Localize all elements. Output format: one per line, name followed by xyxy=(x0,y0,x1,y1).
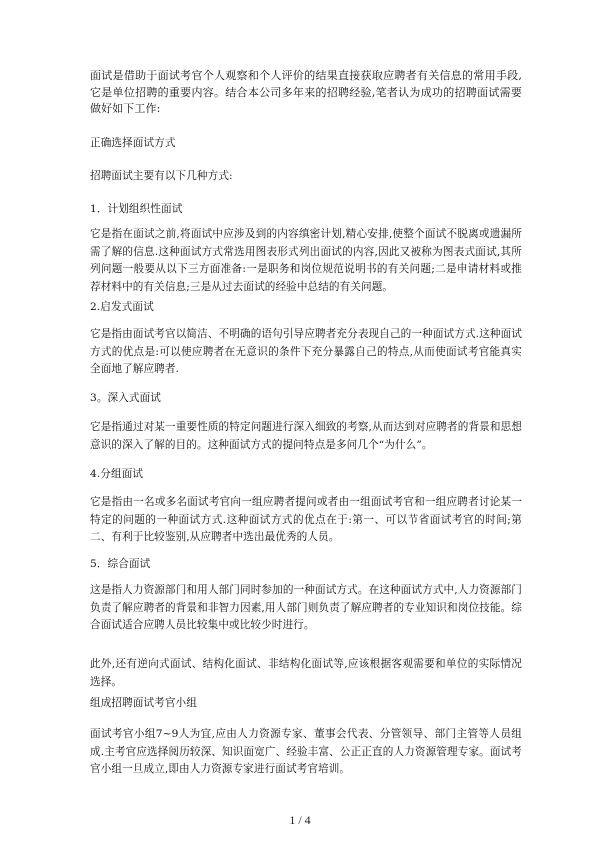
paragraph-interview-panel: 面试考官小组7~9人为宜,应由人力资源专家、董事会代表、分管领导、部门主管等人员组成.主考官应选择阅历较深、知识面宽广、经验丰富、公正正直的人力资源管理专家。面试考官小组一旦成立,即由人力资源专家进行面试考官培训。 xyxy=(90,728,522,775)
heading-planned-interview: 1．计划组织性面试 xyxy=(90,203,183,215)
paragraph-group-interview: 它是指由一名或多名面试考官向一组应聘者提问或者由一组面试考官和一组应聘者讨论某一特定的问题的一种面试方式.这种面试方式的优点在于:第一、可以节省面试考官的时间;第二、有利于比较鉴别,从应聘者中选出最优秀的人员。 xyxy=(90,496,522,543)
paragraph-planned-interview: 它是指在面试之前,将面试中应涉及到的内容缜密计划,精心安排,使整个面试不脱离或遗漏所需了解的信息.这种面试方式常选用图表形式列出面试的内容,因此又被称为图表式面试,其所列问题一般要从以下三方面准备:一是职务和岗位规范说明书的有关问题;二是申请材料或推荐材料中的有关信息;三是从过去面试的经验中总结的有关问题。 xyxy=(90,228,522,293)
heading-comprehensive-interview: 5．综合面试 xyxy=(90,558,151,570)
paragraph-comprehensive-interview: 这是指人力资源部门和用人部门同时参加的一种面试方式。在这种面试方式中,人力资源部门负责了解应聘者的背景和非智力因素,用人部门则负责了解应聘者的专业知识和岗位技能。综合面试适合应聘人员比较集中或比较少时进行。 xyxy=(90,584,522,631)
paragraph-other-methods: 此外,还有逆向式面试、结构化面试、非结构化面试等,应该根据客观需要和单位的实际情况选择。 xyxy=(90,658,522,688)
intro-paragraph: 面试是借助于面试考官个人观察和个人评价的结果直接获取应聘者有关信息的常用手段,它是单位招聘的重要内容。结合本公司多年来的招聘经验,笔者认为成功的招聘面试需要做好如下工作: xyxy=(90,69,522,115)
section-title-interview-panel: 组成招聘面试考官小组 xyxy=(90,697,197,709)
heading-group-interview: 4.分组面试 xyxy=(90,468,144,480)
page-indicator: 1 / 4 xyxy=(289,813,311,827)
paragraph-in-depth-interview: 它是指通过对某一重要性质的特定问题进行深入细致的考察,从而达到对应聘者的背景和思想意识的深入了解的目的。这种面试方式的提问特点是多问几个“为什么”。 xyxy=(90,421,522,451)
heading-in-depth-interview: 3。深入式面试 xyxy=(90,392,162,404)
section-title-interview-methods: 正确选择面试方式 xyxy=(90,137,176,149)
heading-heuristic-interview: 2.启发式面试 xyxy=(90,301,154,313)
paragraph-heuristic-interview: 它是指由面试考官以简洁、不明确的语句引导应聘者充分表现自己的一种面试方式.这种面试方式的优点是:可以使应聘者在无意识的条件下充分暴露自己的特点,从而使面试考官能真实全面地了解应聘者. xyxy=(90,328,522,375)
methods-lead-text: 招聘面试主要有以下几种方式: xyxy=(90,170,233,182)
